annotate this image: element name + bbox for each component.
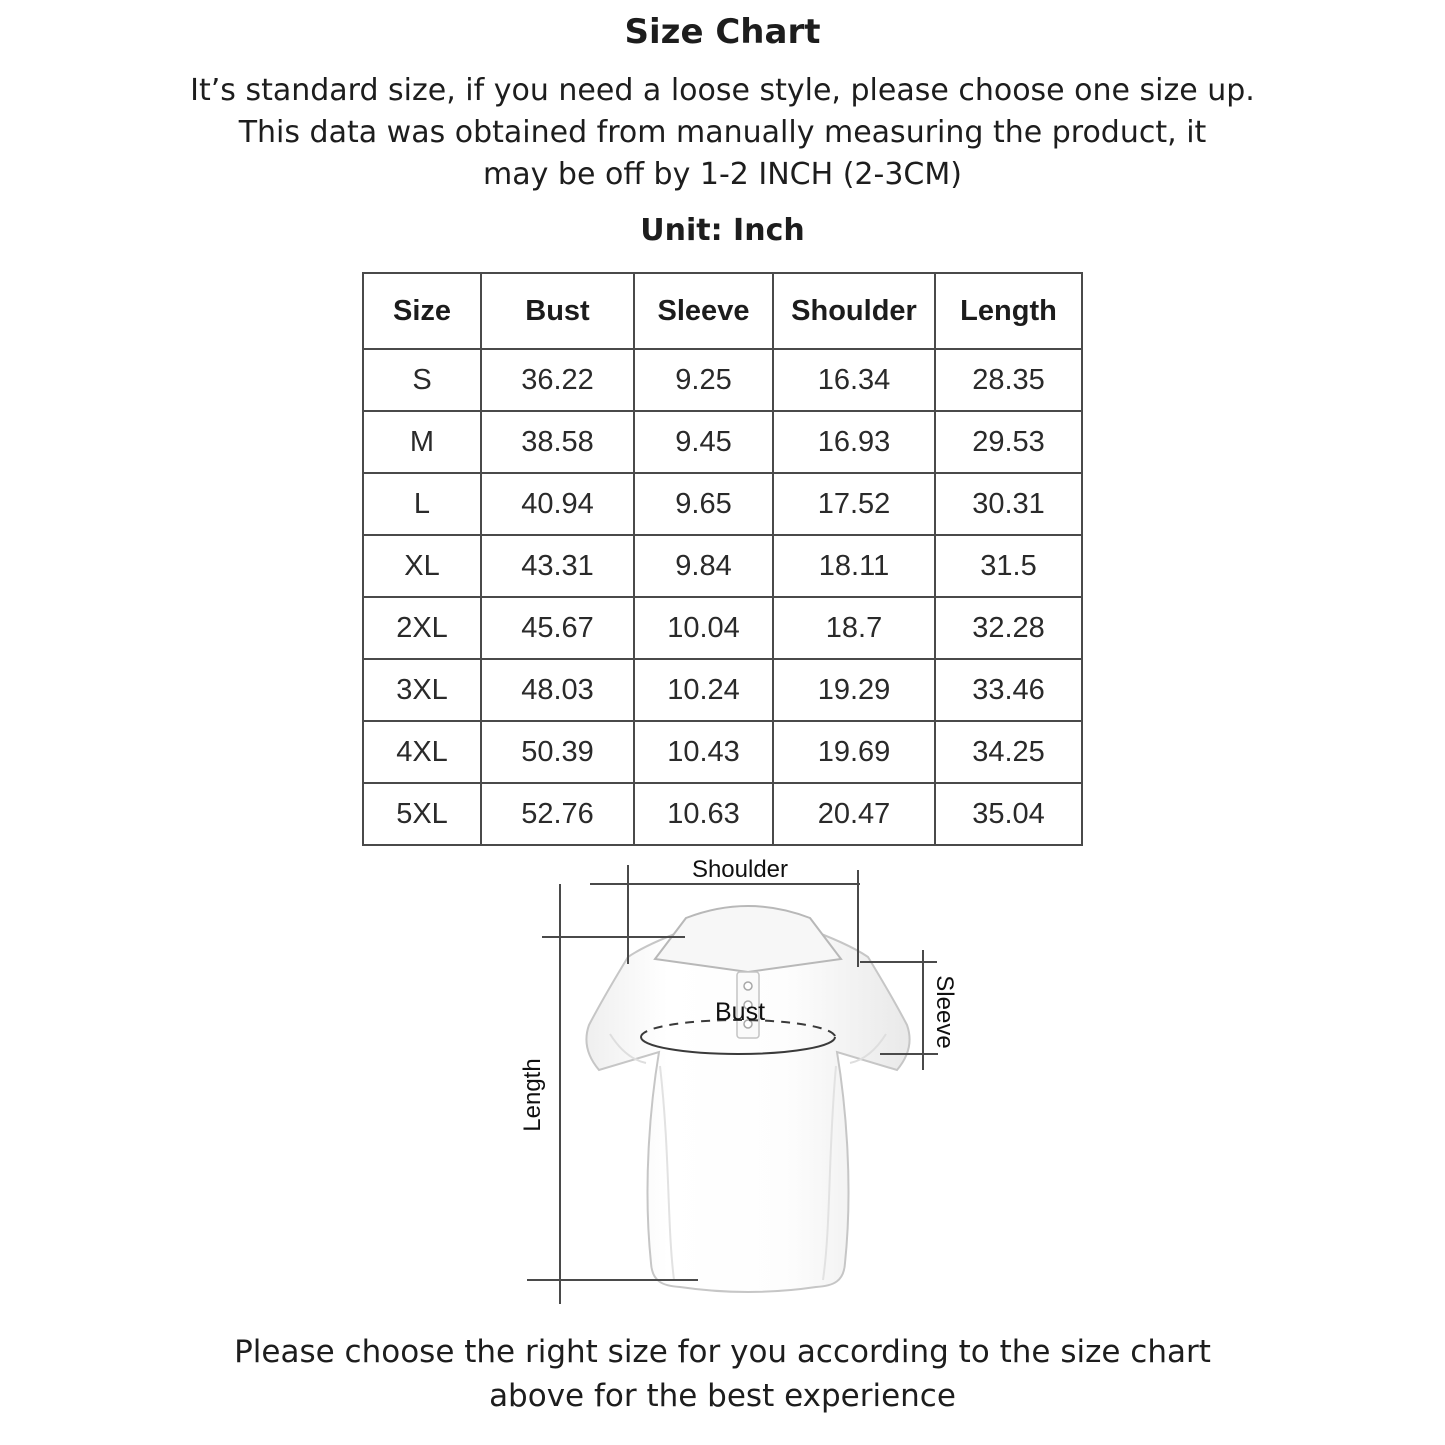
column-header-bust: Bust [481,273,634,349]
column-header-size: Size [363,273,481,349]
size-note [0,70,1445,196]
table-cell: 52.76 [481,783,634,845]
shoulder-label: Shoulder [691,856,788,883]
table-row [363,659,1082,721]
table-row [363,411,1082,473]
table-cell: 28.35 [935,349,1082,411]
size-cell: S [363,349,481,411]
table-cell: 36.22 [481,349,634,411]
size-cell: M [363,411,481,473]
size-cell: 3XL [363,659,481,721]
shirt-button [744,982,752,990]
table-cell: 48.03 [481,659,634,721]
table-cell: 16.93 [773,411,935,473]
table-cell: 10.63 [634,783,773,845]
table-cell: 10.43 [634,721,773,783]
table-row [363,349,1082,411]
table-cell: 10.24 [634,659,773,721]
table-row [363,783,1082,845]
table-cell: 19.69 [773,721,935,783]
size-cell: 2XL [363,597,481,659]
polo-shirt-illustration [586,906,909,1292]
size-note-line-3: may be off by 1-2 INCH (2-3CM) [483,157,962,192]
table-cell: 31.5 [935,535,1082,597]
bust-label: Bust [714,998,765,1026]
table-cell: 9.65 [634,473,773,535]
table-cell: 50.39 [481,721,634,783]
table-cell: 43.31 [481,535,634,597]
shirt-collar-shape [655,906,841,972]
column-header-length: Length [935,273,1082,349]
footer-note-line-2: above for the best experience [489,1378,956,1414]
column-header-sleeve: Sleeve [634,273,773,349]
table-cell: 40.94 [481,473,634,535]
table-cell: 18.11 [773,535,935,597]
table-cell: 32.28 [935,597,1082,659]
table-row [363,721,1082,783]
table-cell: 9.45 [634,411,773,473]
table-cell: 33.46 [935,659,1082,721]
table-cell: 16.34 [773,349,935,411]
size-note-line-2: This data was obtained from manually measuring the product, it [238,115,1207,150]
table-cell: 19.29 [773,659,935,721]
table-cell: 30.31 [935,473,1082,535]
table-cell: 18.7 [773,597,935,659]
sleeve-label: Sleeve [930,975,958,1049]
unit-label: Unit: Inch [640,213,805,248]
measurement-diagram [510,854,980,1314]
footer-note [0,1330,1445,1418]
length-label: Length [518,1058,546,1132]
table-header-row [363,273,1082,349]
column-header-shoulder: Shoulder [773,273,935,349]
table-row [363,473,1082,535]
table-cell: 34.25 [935,721,1082,783]
size-cell: L [363,473,481,535]
polo-shirt-diagram-svg [510,854,980,1314]
size-cell: 5XL [363,783,481,845]
footer-note-line-1: Please choose the right size for you according to the size chart [234,1334,1211,1370]
table-cell: 10.04 [634,597,773,659]
table-row [363,597,1082,659]
table-cell: 9.25 [634,349,773,411]
size-cell: 4XL [363,721,481,783]
table-cell: 9.84 [634,535,773,597]
table-cell: 20.47 [773,783,935,845]
size-cell: XL [363,535,481,597]
table-cell: 35.04 [935,783,1082,845]
size-chart-table [362,272,1083,846]
table-cell: 38.58 [481,411,634,473]
table-cell: 17.52 [773,473,935,535]
table-cell: 29.53 [935,411,1082,473]
page-title: Size Chart [624,12,821,52]
table-row [363,535,1082,597]
size-note-line-1: It’s standard size, if you need a loose style, please choose one size up. [190,73,1255,108]
table-cell: 45.67 [481,597,634,659]
